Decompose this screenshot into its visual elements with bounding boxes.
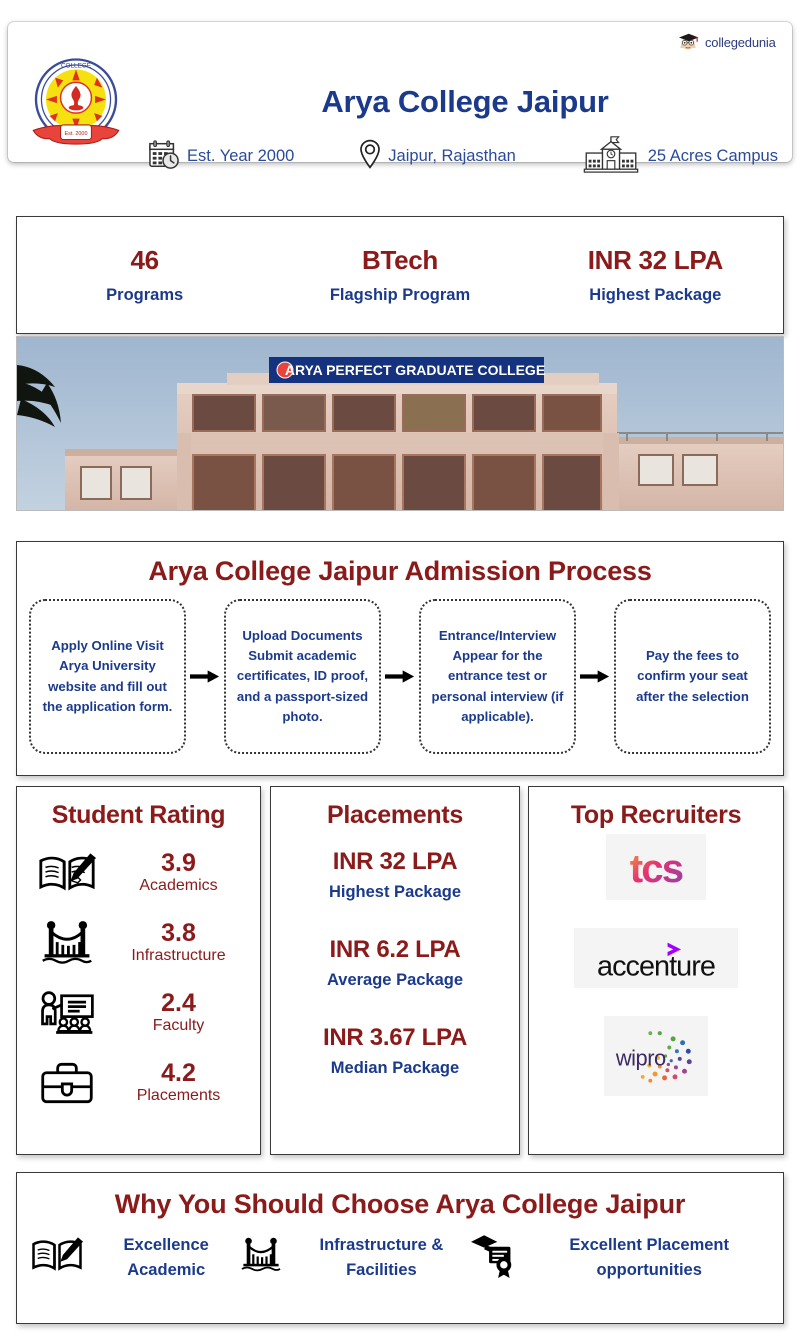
admission-step-text: Apply Online Visit Arya University website and fill out the application form. bbox=[42, 638, 173, 714]
book-pencil-icon bbox=[31, 851, 103, 895]
header-meta-row bbox=[148, 134, 778, 179]
arrow-right-icon bbox=[580, 599, 610, 754]
page-title: Arya College Jaipur bbox=[321, 84, 609, 119]
why-item-label: Excellent Placement opportunities bbox=[569, 1235, 729, 1279]
placement-highest bbox=[271, 848, 519, 902]
rating-value: 3.8 bbox=[161, 918, 196, 947]
rating-label: Placements bbox=[136, 1087, 221, 1105]
meta-label-campus: 25 Acres Campus bbox=[647, 147, 778, 165]
stat-value: INR 32 LPA bbox=[587, 245, 723, 275]
meta-label-established: Est. Year 2000 bbox=[187, 147, 295, 165]
location-pin-icon bbox=[359, 139, 381, 174]
svg-text:wipro: wipro bbox=[615, 1045, 666, 1071]
admission-step-3 bbox=[419, 599, 576, 754]
briefcase-icon bbox=[31, 1061, 103, 1105]
svg-text:Est. 2000: Est. 2000 bbox=[64, 130, 88, 137]
stat-label: Highest Package bbox=[589, 286, 722, 304]
collegedunia-wordmark: collegedunia bbox=[705, 34, 776, 50]
placements-title: Placements bbox=[327, 801, 463, 829]
rating-value: 3.9 bbox=[161, 848, 196, 877]
stat-highest-package bbox=[528, 245, 783, 305]
meta-item-established bbox=[148, 139, 294, 174]
meta-item-location bbox=[359, 139, 516, 174]
admission-step-4 bbox=[614, 599, 771, 754]
why-choose-section bbox=[16, 1172, 784, 1324]
rating-label: Infrastructure bbox=[131, 947, 226, 965]
rating-value: 4.2 bbox=[161, 1058, 196, 1087]
admission-process-title: Arya College Jaipur Admission Process bbox=[148, 556, 652, 586]
admission-step-text: Entrance/Interview Appear for the entrance test or personal interview (if applicable). bbox=[431, 628, 564, 724]
arrow-right-icon bbox=[385, 599, 415, 754]
key-stats-strip bbox=[16, 216, 784, 334]
meta-label-location: Jaipur, Rajasthan bbox=[388, 147, 516, 165]
rating-row-academics bbox=[17, 838, 260, 908]
rating-label: Academics bbox=[139, 877, 218, 895]
rating-row-infrastructure bbox=[17, 908, 260, 978]
meta-item-campus bbox=[581, 134, 778, 179]
why-choose-title: Why You Should Choose Arya College Jaipur bbox=[114, 1189, 686, 1219]
placements-card bbox=[270, 786, 520, 1155]
arya-college-crest-icon bbox=[26, 52, 126, 157]
top-recruiters-title: Top Recruiters bbox=[570, 801, 742, 829]
stat-flagship-program bbox=[272, 245, 527, 305]
why-item-infrastructure bbox=[239, 1233, 469, 1283]
placement-label: Median Package bbox=[330, 1059, 460, 1077]
diploma-cap-icon bbox=[469, 1232, 519, 1283]
wipro-logo bbox=[604, 1016, 708, 1096]
admission-step-text: Pay the fees to confirm your seat after the selection bbox=[636, 648, 749, 704]
placement-label: Highest Package bbox=[328, 883, 462, 901]
svg-text:ARYA PERFECT GRADUATE COLLEGE: ARYA PERFECT GRADUATE COLLEGE bbox=[284, 362, 546, 378]
placement-value: INR 32 LPA bbox=[332, 848, 458, 875]
placement-value: INR 6.2 LPA bbox=[329, 936, 461, 963]
placement-median bbox=[271, 1024, 519, 1078]
svg-text:accenture: accenture bbox=[597, 950, 715, 983]
bridge-icon bbox=[31, 920, 103, 966]
placement-value: INR 3.67 LPA bbox=[323, 1024, 467, 1051]
stat-value: BTech bbox=[361, 245, 438, 275]
why-item-placements bbox=[469, 1232, 769, 1283]
admission-step-1 bbox=[29, 599, 186, 754]
accenture-logo bbox=[574, 928, 738, 988]
collegedunia-watermark bbox=[676, 30, 788, 54]
header-panel bbox=[8, 22, 792, 165]
rating-label: Faculty bbox=[152, 1017, 205, 1035]
rating-row-faculty bbox=[17, 978, 260, 1048]
rating-value: 2.4 bbox=[161, 988, 196, 1017]
collegedunia-mascot-icon bbox=[676, 30, 700, 54]
stat-label: Programs bbox=[106, 286, 184, 304]
svg-text:COLLEGE: COLLEGE bbox=[60, 62, 92, 70]
teacher-class-icon bbox=[31, 991, 103, 1035]
rating-row-placements bbox=[17, 1048, 260, 1118]
why-choose-items bbox=[17, 1232, 783, 1283]
stat-value: 46 bbox=[130, 245, 159, 275]
admission-steps bbox=[29, 599, 771, 754]
why-item-label: Excellence Academic bbox=[123, 1235, 209, 1279]
campus-building-icon bbox=[581, 134, 641, 179]
bridge-icon bbox=[239, 1235, 283, 1280]
book-pencil-icon bbox=[31, 1235, 83, 1280]
tcs-logo bbox=[606, 834, 706, 900]
admission-step-2 bbox=[224, 599, 381, 754]
calendar-clock-icon bbox=[148, 139, 180, 174]
stat-label: Flagship Program bbox=[329, 286, 471, 304]
top-recruiters-card bbox=[528, 786, 784, 1155]
placement-label: Average Package bbox=[326, 971, 464, 989]
student-rating-card bbox=[16, 786, 261, 1155]
stat-programs bbox=[17, 245, 272, 305]
placement-average bbox=[271, 936, 519, 990]
why-item-label: Infrastructure & Facilities bbox=[319, 1235, 444, 1279]
arrow-right-icon bbox=[190, 599, 220, 754]
admission-step-text: Upload Documents Submit academic certificates, ID proof, and a passport-sized photo. bbox=[236, 628, 369, 724]
svg-text:tcs: tcs bbox=[629, 845, 683, 891]
campus-building-photo bbox=[16, 336, 784, 511]
admission-process-section bbox=[16, 541, 784, 776]
student-rating-title: Student Rating bbox=[51, 801, 226, 829]
why-item-academics bbox=[31, 1233, 239, 1283]
